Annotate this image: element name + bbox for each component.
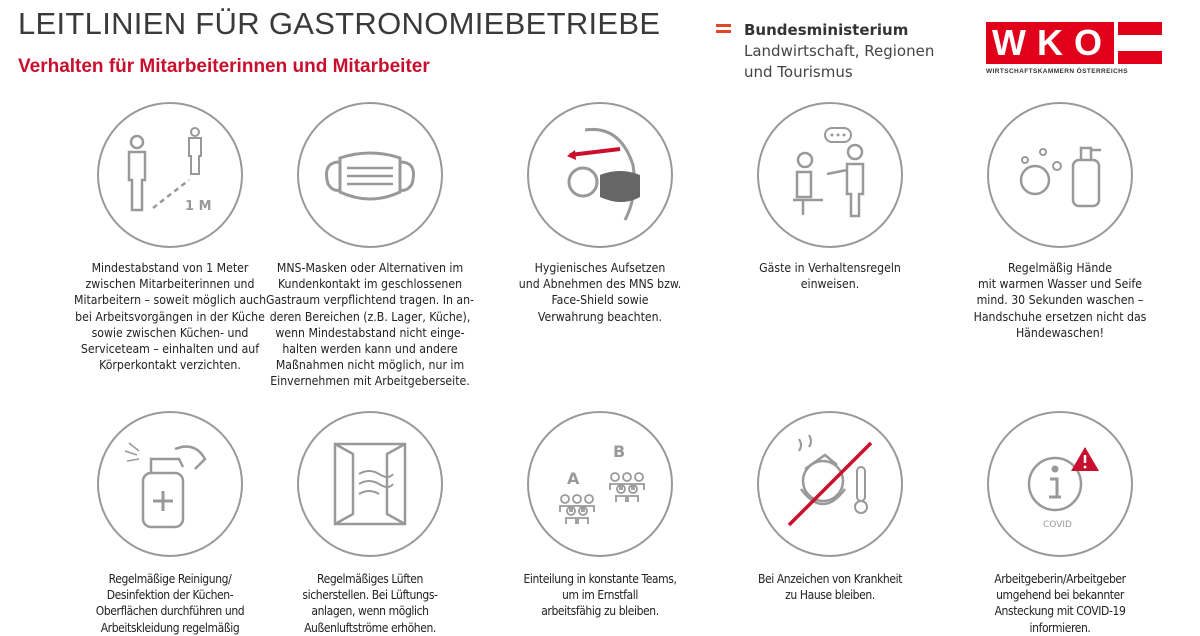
guideline-line: Regelmäßig Hände [1007, 261, 1112, 275]
guideline-item [950, 102, 1170, 341]
guideline-line: Bei Anzeichen von Krankheit [757, 572, 903, 586]
page-title: LEITLINIEN FÜR GASTRONOMIEBETRIEBE [18, 6, 661, 41]
guideline-item [950, 411, 1170, 636]
guideline-text [720, 571, 940, 603]
guideline-line: Händewaschen! [1015, 325, 1105, 340]
guideline-item [490, 411, 710, 620]
guideline-line: Gastraum verpflichtend tragen. In an- [265, 293, 475, 308]
guideline-line: deren Bereichen (z.B. Lager, Küche), [269, 309, 471, 324]
guideline-text [260, 571, 480, 636]
ventilation-icon [297, 411, 443, 557]
guideline-line: einweisen. [800, 277, 860, 292]
guideline-text [60, 571, 280, 636]
guideline-text [260, 260, 480, 390]
guideline-line: Außenluftströme erhöhen. [304, 620, 436, 635]
wko-letters: WKO [986, 22, 1114, 64]
guideline-line: Regelmäßiges Lüften [317, 572, 423, 586]
guideline-line: sicherstellen. Bei Lüftungs- [302, 588, 438, 603]
instruct-guests-icon [757, 102, 903, 248]
guideline-line: arbeitsfähig zu bleiben. [541, 604, 659, 619]
guideline-line: sowie zwischen Küchen- und [91, 325, 249, 340]
guideline-item [260, 102, 480, 390]
info-warning-icon [987, 411, 1133, 557]
guideline-line: zu Hause bleiben. [785, 588, 875, 603]
svg-text:A: A [567, 469, 580, 488]
guideline-item [60, 102, 280, 373]
teams-icon [527, 411, 673, 557]
guideline-line: Hygienisches Aufsetzen [534, 261, 666, 275]
ministry-line3: und Tourismus [744, 63, 853, 81]
guideline-text [720, 260, 940, 292]
guideline-line: informieren. [1029, 620, 1091, 635]
guideline-line: Mindestabstand von 1 Meter [91, 261, 249, 275]
guideline-line: Serviceteam – einhalten und auf [80, 342, 260, 357]
guideline-text [490, 571, 710, 620]
guideline-line: umgehend bei bekannter [996, 588, 1124, 603]
guideline-line: Regelmäßige Reinigung/ [108, 572, 232, 586]
guideline-item [490, 102, 710, 325]
guideline-text [950, 571, 1170, 636]
guideline-line: Desinfektion der Küchen- [106, 588, 234, 603]
guideline-line: und Abnehmen des MNS bzw. [518, 277, 682, 292]
covid-label: COVID [1043, 520, 1072, 530]
guideline-line: Kundenkontakt im geschlossenen [277, 277, 463, 292]
page-subtitle: Verhalten für Mitarbeiterinnen und Mitarbeiter [18, 56, 430, 77]
guideline-line: Mitarbeitern – soweit möglich auch [73, 293, 267, 308]
guideline-line: wenn Mindestabstand nicht einge- [275, 325, 465, 340]
guideline-line: zwischen Mitarbeiterinnen und [85, 277, 255, 292]
guideline-item [720, 102, 940, 292]
guideline-line: Maßnahmen nicht möglich, nur im [275, 358, 465, 373]
distance-icon [97, 102, 243, 248]
guideline-line: Handschuhe ersetzen nicht das [973, 309, 1147, 324]
guideline-line: mind. 30 Sekunden waschen – [976, 293, 1144, 308]
ministry-line2: Landwirtschaft, Regionen [744, 42, 935, 60]
guideline-text [60, 260, 280, 373]
austria-flag-icon [716, 24, 731, 36]
guideline-item [720, 411, 940, 603]
guideline-line: MNS-Masken oder Alternativen im [276, 261, 464, 275]
guideline-line: halten werden kann und andere [282, 342, 458, 357]
guideline-line: Arbeitskleidung regelmäßig [100, 620, 240, 635]
ministry-line1: Bundesministerium [744, 21, 909, 39]
ministry-logo [716, 20, 934, 83]
distance-label: 1 M [185, 199, 212, 214]
guideline-text [490, 260, 710, 325]
guideline-line: bei Arbeitsvorgängen in der Küche [75, 309, 265, 324]
wko-tagline: WIRTSCHAFTSKAMMERN ÖSTERREICHS [986, 68, 1128, 75]
svg-text:B: B [613, 442, 626, 461]
guideline-item [60, 411, 280, 636]
guideline-text [950, 260, 1170, 341]
guideline-line: mit warmen Wasser und Seife [978, 277, 1142, 292]
mask-on-off-icon [527, 102, 673, 248]
guideline-line: Oberflächen durchführen und [95, 604, 245, 619]
guideline-line: Verwahrung beachten. [537, 309, 663, 324]
handwash-icon [987, 102, 1133, 248]
guideline-line: Arbeitgeberin/Arbeitgeber [994, 572, 1126, 586]
sick-icon [757, 411, 903, 557]
wko-logo [986, 22, 1162, 75]
guideline-line: Gäste in Verhaltensregeln [759, 261, 901, 275]
guideline-item [260, 411, 480, 636]
mask-icon [297, 102, 443, 248]
guideline-line: Ansteckung mit COVID-19 [994, 604, 1126, 619]
guideline-line: Körperkontakt verzichten. [99, 358, 241, 373]
guideline-line: Einteilung in konstante Teams, [523, 572, 677, 586]
disinfect-icon [97, 411, 243, 557]
guideline-line: um im Ernstfall [562, 588, 638, 603]
guideline-line: Einvernehmen mit Arbeitgeberseite. [270, 374, 470, 389]
guideline-line: anlagen, wenn möglich [311, 604, 429, 619]
guideline-line: Face-Shield sowie [551, 293, 649, 308]
